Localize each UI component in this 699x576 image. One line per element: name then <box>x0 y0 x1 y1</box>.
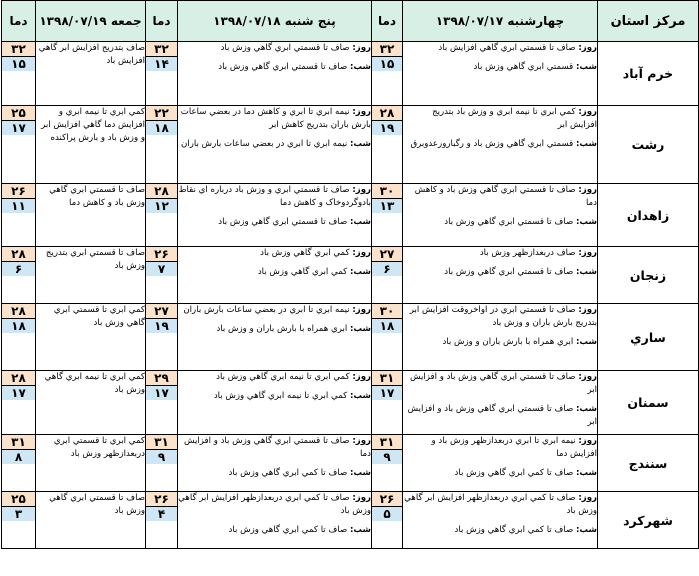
min-temp: ۱۸ <box>146 121 177 135</box>
min-temp: ۱۷ <box>2 386 35 400</box>
night-label: شب: <box>350 324 371 334</box>
max-temp: ۲۸ <box>2 371 35 386</box>
day2-night-text: صاف تا کمي ابري گاهي وزش باد <box>228 468 348 478</box>
day2-day-text: کمي ابري تا نيمه ابري گاهي وزش باد <box>216 372 350 382</box>
max-temp: ۲۷ <box>372 247 402 262</box>
day1-temp <box>372 106 403 184</box>
day1-night-text: صاف تا کمي ابري گاهي وزش باد <box>454 525 574 535</box>
day2-day-text: نيمه ابري تا ابري و کاهش دما در بعضي ساعات بارش باران بتدريج کاهش ابر <box>180 107 371 130</box>
day2-temp <box>146 184 178 247</box>
day1-forecast <box>403 371 598 435</box>
day2-forecast <box>178 42 372 106</box>
night-label: شب: <box>576 139 597 149</box>
day2-temp <box>146 106 178 184</box>
header-temp2: دما <box>146 1 178 42</box>
day-label: روز: <box>578 43 597 53</box>
day1-forecast <box>403 106 598 184</box>
min-temp: ۱۲ <box>146 199 177 213</box>
day2-temp <box>146 492 178 549</box>
min-temp: ۱۹ <box>146 319 177 333</box>
table-row <box>2 42 699 106</box>
day1-night-text: قسمتي ابري گاهي وزش باد <box>473 62 574 72</box>
max-temp: ۲۶ <box>146 492 177 507</box>
night-label: شب: <box>350 62 371 72</box>
day2-day-text: کمي ابري گاهي وزش باد <box>260 248 350 258</box>
day1-day-text: نيمه ابري تا ابري دربعدازظهر وزش باد و افزايش دما <box>431 436 597 459</box>
max-temp: ۳۲ <box>2 42 35 57</box>
day3-forecast: کمي ابري تا نيمه ابري و افزايش دما گاهي افزايش ابر و وزش باد و بارش پراکنده <box>36 106 146 184</box>
night-label: شب: <box>350 139 371 149</box>
day2-day-text: صاف تا قسمتي ابري گاهي وزش باد <box>220 43 350 53</box>
header-row <box>2 1 699 42</box>
day-label: روز: <box>352 248 371 258</box>
max-temp: ۳۱ <box>372 371 402 386</box>
day1-day-text: صاف تا قسمتي ابري در اواخروقت افزايش ابر بتدريج بارش باران و وزش باد <box>409 305 597 328</box>
night-label: شب: <box>350 525 371 535</box>
header-day1: چهارشنبه ۱۳۹۸/۰۷/۱۷ <box>403 1 598 42</box>
min-temp: ۹ <box>146 450 177 464</box>
day3-temp <box>2 371 36 435</box>
day1-forecast <box>403 247 598 304</box>
day1-temp <box>372 247 403 304</box>
max-temp: ۳۲ <box>372 42 402 57</box>
city-name: رشت <box>598 106 699 184</box>
max-temp: ۲۵ <box>2 492 35 507</box>
day2-night-text: نيمه ابري تا ابري در بعضي ساعات بارش باران <box>181 139 348 149</box>
day2-forecast <box>178 304 372 371</box>
table-row <box>2 247 699 304</box>
day3-temp <box>2 106 36 184</box>
day2-forecast <box>178 106 372 184</box>
max-temp: ۲۵ <box>2 106 35 121</box>
max-temp: ۲۲ <box>146 106 177 121</box>
min-temp: ۴ <box>146 507 177 521</box>
city-name: زنجان <box>598 247 699 304</box>
day1-day-text: صاف تا قسمتي ابري گاهي وزش باد و کاهش دما <box>414 185 597 208</box>
day1-temp <box>372 371 403 435</box>
min-temp: ۱۹ <box>372 121 402 135</box>
day3-temp <box>2 42 36 106</box>
day2-day-text: صاف تا کمي ابري دربعدازظهر افزايش ابر گاهي وزش باد <box>178 493 371 516</box>
day-label: روز: <box>578 185 597 195</box>
max-temp: ۲۶ <box>146 247 177 262</box>
day2-temp <box>146 435 178 492</box>
max-temp: ۲۹ <box>146 371 177 386</box>
day2-forecast <box>178 492 372 549</box>
night-label: شب: <box>576 267 597 277</box>
day-label: روز: <box>578 493 597 503</box>
max-temp: ۳۲ <box>146 42 177 57</box>
min-temp: ۷ <box>146 262 177 276</box>
night-label: شب: <box>576 468 597 478</box>
day2-day-text: صاف تا قسمتي ابري و وزش باد درباره اي نقاط بادوگردوخاک و کاهش دما <box>178 185 371 208</box>
day3-temp <box>2 492 36 549</box>
day2-temp <box>146 247 178 304</box>
day2-day-text: نيمه ابري تا ابري در بعضي ساعات بارش باران <box>183 305 350 315</box>
max-temp: ۲۸ <box>372 106 402 121</box>
day3-temp <box>2 435 36 492</box>
day1-forecast <box>403 304 598 371</box>
table-row <box>2 304 699 371</box>
day1-forecast <box>403 492 598 549</box>
max-temp: ۳۱ <box>146 435 177 450</box>
header-temp1: دما <box>372 1 403 42</box>
forecast-table <box>1 0 699 549</box>
day2-forecast <box>178 435 372 492</box>
min-temp: ۱۵ <box>372 57 402 71</box>
day1-forecast <box>403 435 598 492</box>
table-row <box>2 492 699 549</box>
table-row <box>2 106 699 184</box>
max-temp: ۲۸ <box>2 247 35 262</box>
city-name: سمنان <box>598 371 699 435</box>
min-temp: ۱۷ <box>372 386 402 400</box>
day3-temp <box>2 184 36 247</box>
night-label: شب: <box>350 391 371 401</box>
min-temp: ۱۷ <box>146 386 177 400</box>
day2-temp <box>146 42 178 106</box>
night-label: شب: <box>576 525 597 535</box>
day2-temp <box>146 371 178 435</box>
day-label: روز: <box>352 372 371 382</box>
night-label: شب: <box>350 468 371 478</box>
header-day2: پنج شنبه ۱۳۹۸/۰۷/۱۸ <box>178 1 372 42</box>
city-name: شهرکرد <box>598 492 699 549</box>
day1-night-text: قسمتي ابري گاهي وزش باد و رگبارورعدوبرق <box>410 139 574 149</box>
day1-forecast <box>403 42 598 106</box>
city-name: سنندج <box>598 435 699 492</box>
day1-temp <box>372 304 403 371</box>
day1-temp <box>372 42 403 106</box>
night-label: شب: <box>576 404 597 414</box>
max-temp: ۲۸ <box>2 304 35 319</box>
min-temp: ۳ <box>2 507 35 521</box>
day2-day-text: صاف تا قسمتي ابري گاهي وزش باد و افزايش دما <box>183 436 371 459</box>
day-label: روز: <box>578 436 597 446</box>
max-temp: ۲۶ <box>2 184 35 199</box>
min-temp: ۸ <box>2 450 35 464</box>
day1-temp <box>372 492 403 549</box>
max-temp: ۲۸ <box>146 184 177 199</box>
night-label: شب: <box>350 267 371 277</box>
day-label: روز: <box>578 305 597 315</box>
min-temp: ۱۱ <box>2 199 35 213</box>
day-label: روز: <box>578 372 597 382</box>
day1-temp <box>372 184 403 247</box>
day1-temp <box>372 435 403 492</box>
night-label: شب: <box>576 62 597 72</box>
city-name: خرم آباد <box>598 42 699 106</box>
min-temp: ۱۸ <box>2 319 35 333</box>
header-day3: جمعه ۱۳۹۸/۰۷/۱۹ <box>36 1 146 42</box>
day3-forecast: کمي ابري تا نيمه ابري گاهي وزش باد <box>36 371 146 435</box>
day-label: روز: <box>578 107 597 117</box>
max-temp: ۳۰ <box>372 184 402 199</box>
day3-forecast: کمي ابري تا قسمتي ابري دربعدازظهر وزش باد <box>36 435 146 492</box>
min-temp: ۱۳ <box>372 199 402 213</box>
max-temp: ۲۷ <box>146 304 177 319</box>
day1-forecast <box>403 184 598 247</box>
night-label: شب: <box>576 337 597 347</box>
min-temp: ۱۴ <box>146 57 177 71</box>
day3-forecast: صاف تا قسمتي ابري گاهي وزش باد و کاهش دما <box>36 184 146 247</box>
city-name: ساري <box>598 304 699 371</box>
city-name: زاهدان <box>598 184 699 247</box>
day3-forecast: صاف تا قسمتي ابري بتدريج وزش باد <box>36 247 146 304</box>
day1-day-text: صاف دربعدازظهر وزش باد <box>479 248 576 258</box>
day2-forecast <box>178 247 372 304</box>
max-temp: ۳۱ <box>2 435 35 450</box>
min-temp: ۶ <box>2 262 35 276</box>
min-temp: ۵ <box>372 507 402 521</box>
day3-forecast: صاف بتدريج افزايش ابر گاهي افزايش باد <box>36 42 146 106</box>
day-label: روز: <box>352 185 371 195</box>
min-temp: ۱۵ <box>2 57 35 71</box>
night-label: شب: <box>576 217 597 227</box>
min-temp: ۱۷ <box>2 121 35 135</box>
day-label: روز: <box>352 436 371 446</box>
day-label: روز: <box>578 248 597 258</box>
day1-night-text: ابري همراه با بارش باران و وزش باد <box>442 337 574 347</box>
day2-night-text: صاف تا قسمتي ابري گاهي وزش باد <box>218 62 348 72</box>
day2-temp <box>146 304 178 371</box>
min-temp: ۱۸ <box>372 319 402 333</box>
table-row <box>2 184 699 247</box>
day-label: روز: <box>352 493 371 503</box>
header-temp3: دما <box>2 1 36 42</box>
day3-forecast: صاف تا قسمتي ابري گاهي وزش باد <box>36 492 146 549</box>
day1-night-text: صاف تا کمي ابري گاهي وزش باد <box>454 468 574 478</box>
day2-night-text: صاف تا قسمتي ابري گاهي وزش باد <box>218 217 348 227</box>
table-row <box>2 371 699 435</box>
day3-forecast: کمي ابري تا قسمتي ابري گاهي وزش باد <box>36 304 146 371</box>
night-label: شب: <box>350 217 371 227</box>
day-label: روز: <box>352 107 371 117</box>
day3-temp <box>2 247 36 304</box>
day-label: روز: <box>352 43 371 53</box>
max-temp: ۳۰ <box>372 304 402 319</box>
max-temp: ۳۱ <box>372 435 402 450</box>
day2-night-text: کمي ابري تا نيمه ابري گاهي وزش باد <box>213 391 348 401</box>
day3-temp <box>2 304 36 371</box>
max-temp: ۲۶ <box>372 492 402 507</box>
day1-day-text: صاف تا قسمتي ابري گاهي وزش باد و افزايش ابر <box>409 372 597 395</box>
header-center: مرکز استان <box>598 1 699 42</box>
table-row <box>2 435 699 492</box>
day2-night-text: ابري همراه با بارش باران و وزش باد <box>216 324 348 334</box>
day1-night-text: صاف تا قسمتي ابري گاهي وزش باد <box>444 267 574 277</box>
min-temp: ۶ <box>372 262 402 276</box>
day1-day-text: کمي ابري تا نيمه ابري و وزش باد بتدريج افزايش ابر <box>432 107 597 130</box>
day1-night-text: صاف تا قسمتي ابري گاهي وزش باد و افزايش ابر <box>407 404 597 427</box>
min-temp: ۹ <box>372 450 402 464</box>
day2-forecast <box>178 371 372 435</box>
day-label: روز: <box>352 305 371 315</box>
day2-night-text: کمي ابري گاهي وزش باد <box>257 267 348 277</box>
day1-day-text: صاف تا قسمتي ابري گاهي افزايش باد <box>438 43 576 53</box>
day2-night-text: صاف تا کمي ابري گاهي وزش باد <box>228 525 348 535</box>
day1-day-text: صاف تا کمي ابري دربعدازظهر افزايش ابر گاهي وزش باد <box>404 493 597 516</box>
day1-night-text: صاف تا قسمتي ابري گاهي وزش باد <box>444 217 574 227</box>
day2-forecast <box>178 184 372 247</box>
